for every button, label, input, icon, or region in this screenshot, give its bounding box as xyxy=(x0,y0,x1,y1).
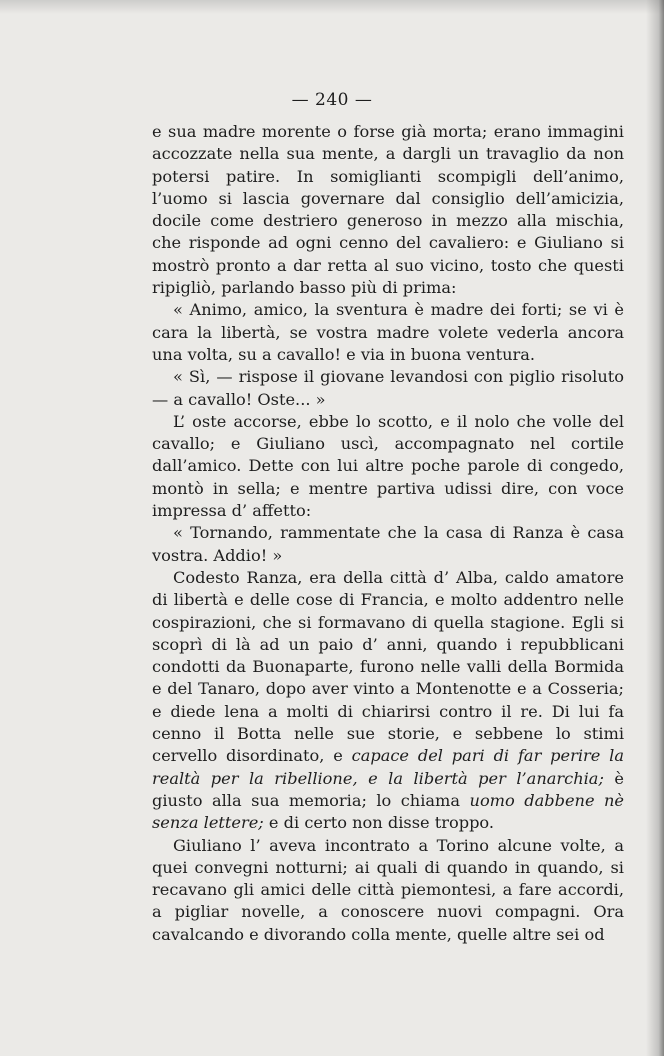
paragraph xyxy=(152,299,624,366)
body-text xyxy=(152,121,624,946)
italic-text: uomo dabbene nè senza lettere; xyxy=(152,790,624,833)
paragraph xyxy=(152,567,624,835)
paragraph xyxy=(152,411,624,522)
text-segment: « Animo, amico, la sventura è madre dei forti; se vi è cara la libertà, se vostra madre volete vederla ancora una volta, su a cavallo! e via in buona ventura. xyxy=(152,300,624,364)
page-binding-shadow xyxy=(646,0,664,1056)
text-segment: Codesto Ranza, era della città d’ Alba, caldo amatore di libertà e delle cose di Francia, e molto addentro nelle cospirazioni, che si formavano di quella stagione. Egli si scoprì di là ad un paio d’ anni, quando i repubblicani condotti da Buonaparte, furono nelle valli della Bormida e del Tanaro, dopo aver vinto a Montenotte e a Cosseria; e diede lena a molti di chiarirsi contro il re. Di lui fa cenno il Botta nelle sue storie, e sebbene lo stimi cervello disordinato, e xyxy=(152,567,624,766)
page-top-shadow xyxy=(0,0,664,14)
paragraph xyxy=(152,121,624,299)
page-number: — 240 — xyxy=(291,90,373,110)
paragraph xyxy=(152,366,624,411)
text-segment: Giuliano l’ aveva incontrato a Torino alcune volte, a quei convegni notturni; ai quali di quando in quando, si recavano gli amici delle città piemontesi, a fare accordi, a pigliar novelle, a conoscere nuovi compagni. Ora cavalcando e divorando colla mente, quelle altre sei od xyxy=(152,835,624,944)
text-segment: L’ oste accorse, ebbe lo scotto, e il nolo che volle del cavallo; e Giuliano uscì, accompagnato nel cortile dall’amico. Dette con lui altre poche parole di congedo, montò in sella; e mentre partiva udissi dire, con voce impressa d’ affetto: xyxy=(152,411,624,521)
italic-text: capace del pari di far perire la realtà per la ribellione, e la libertà per l’anarchia; xyxy=(152,746,624,788)
text-segment: « Sì, — rispose il giovane levandosi con piglio risoluto — a cavallo! Oste... » xyxy=(152,367,624,409)
text-segment: « Tornando, rammentate che la casa di Ranza è casa vostra. Addio! » xyxy=(152,523,624,565)
text-segment: e di certo non disse troppo. xyxy=(263,813,495,833)
paragraph xyxy=(152,835,624,946)
text-segment: è giusto alla sua memoria; lo chiama xyxy=(152,768,624,810)
text-segment: e sua madre morente o forse già morta; erano immagini accozzate nella sua mente, a dargli un travaglio da non potersi patire. In somiglianti scompigli dell’animo, l’uomo si lascia governare dal consiglio dell’amicizia, docile come destriero generoso in mezzo alla mischia, che risponde ad ogni cenno del cavaliero: e Giuliano si mostrò pronto a dar retta al suo vicino, tosto che questi ripigliò, parlando basso più di prima: xyxy=(152,122,624,298)
paragraph xyxy=(152,522,624,567)
